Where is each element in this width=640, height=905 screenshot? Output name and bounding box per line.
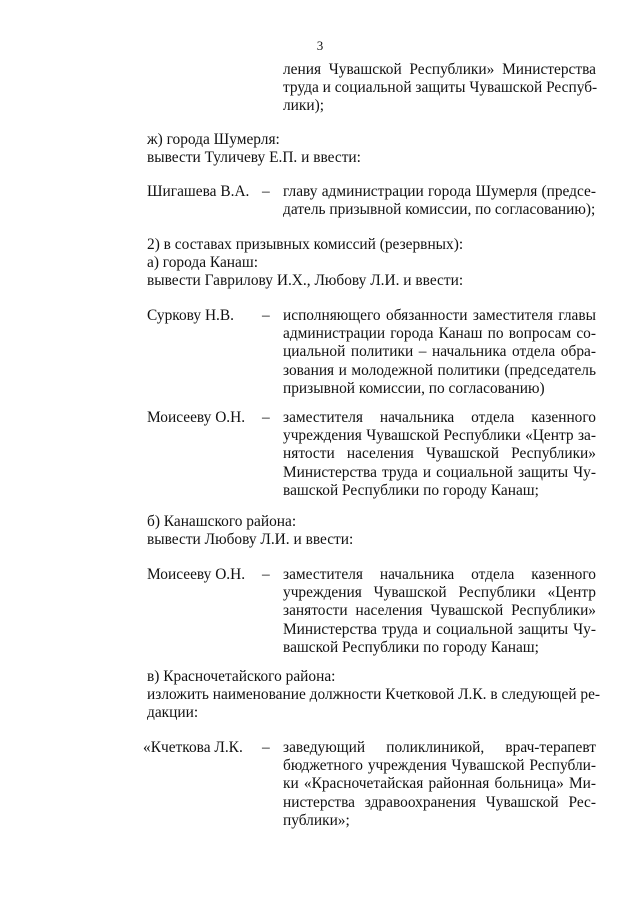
intro-continuation bbox=[283, 61, 596, 116]
section-zh-heading: ж) города Шумерля: bbox=[147, 131, 280, 148]
entry-dash: – bbox=[262, 183, 270, 200]
person-name: Суркову Н.В. bbox=[147, 307, 235, 324]
position-line: нистерства здравоохранения Чувашской Рес- bbox=[283, 793, 596, 811]
position-line: ки «Красночетайская районная больница» Ми- bbox=[283, 775, 596, 793]
position-line: вашской Республики по городу Канаш; bbox=[283, 481, 539, 499]
position-line: заведующий поликлиникой, врач-терапевт bbox=[283, 739, 596, 756]
entry-dash: – bbox=[262, 566, 270, 583]
person-position bbox=[283, 183, 596, 219]
person-name: Моисееву О.Н. bbox=[147, 409, 246, 426]
person-position bbox=[283, 739, 596, 830]
position-line: зования и молодежной политики (председатель bbox=[283, 361, 596, 379]
section-v-instruction bbox=[147, 686, 601, 704]
position-line: занятости населения Чувашской Республики» bbox=[283, 602, 596, 620]
position-line: публики»; bbox=[283, 811, 350, 829]
section-b-heading: б) Канашского района: bbox=[147, 513, 297, 530]
instruction-line: изложить наименование должности Кчетковой Л.К. в следующей ре- bbox=[147, 686, 601, 703]
entry-dash: – bbox=[262, 307, 270, 324]
position-line: учреждения Чувашской Республики «Центр bbox=[283, 584, 596, 602]
intro-line: лики); bbox=[283, 97, 325, 115]
person-position bbox=[283, 307, 596, 398]
person-name: Моисееву О.Н. bbox=[147, 566, 246, 583]
position-line: циальной политики – начальника отдела обра- bbox=[283, 343, 596, 361]
section-b-instruction: вывести Любову Л.И. и ввести: bbox=[147, 531, 354, 548]
instruction-line: дакции: bbox=[147, 704, 199, 721]
section-2-instruction: вывести Гаврилову И.Х., Любову Л.И. и ввести: bbox=[147, 272, 464, 289]
position-line: заместителя начальника отдела казенного bbox=[283, 566, 596, 583]
position-line: Министерства труда и социальной защиты Чу- bbox=[283, 620, 596, 638]
section-v-heading: в) Красночетайского района: bbox=[147, 668, 336, 685]
person-position bbox=[283, 409, 596, 500]
entry-dash: – bbox=[262, 739, 270, 756]
position-line: нятости населения Чувашской Республики» bbox=[283, 445, 596, 463]
position-line: администрации города Канаш по вопросам со- bbox=[283, 325, 596, 343]
intro-line: ления Чувашской Республики» Министерства bbox=[283, 61, 596, 78]
position-line: бюджетного учреждения Чувашской Республи- bbox=[283, 757, 596, 775]
section-2-sub-a: а) города Канаш: bbox=[147, 254, 258, 271]
section-zh-instruction: вывести Туличеву Е.П. и ввести: bbox=[147, 149, 361, 166]
page-number: 3 bbox=[316, 38, 324, 53]
position-line: призывной комиссии, по согласованию) bbox=[283, 379, 545, 397]
position-line: датель призывной комиссии, по согласованию); bbox=[283, 201, 596, 219]
position-line: учреждения Чувашской Республики «Центр за- bbox=[283, 427, 596, 445]
section-2-heading: 2) в составах призывных комиссий (резервных): bbox=[147, 236, 464, 253]
position-line: вашской Республики по городу Канаш; bbox=[283, 638, 539, 656]
person-name: «Кчеткова Л.К. bbox=[143, 739, 243, 756]
intro-line: труда и социальной защиты Чувашской Респуб- bbox=[283, 79, 598, 97]
person-name: Шигашева В.А. bbox=[147, 183, 250, 200]
position-line: главу администрации города Шумерля (предсе- bbox=[283, 183, 596, 200]
person-position bbox=[283, 566, 596, 657]
position-line: заместителя начальника отдела казенного bbox=[283, 409, 596, 426]
entry-dash: – bbox=[262, 409, 270, 426]
position-line: исполняющего обязанности заместителя главы bbox=[283, 307, 596, 324]
position-line: Министерства труда и социальной защиты Чу- bbox=[283, 463, 596, 481]
